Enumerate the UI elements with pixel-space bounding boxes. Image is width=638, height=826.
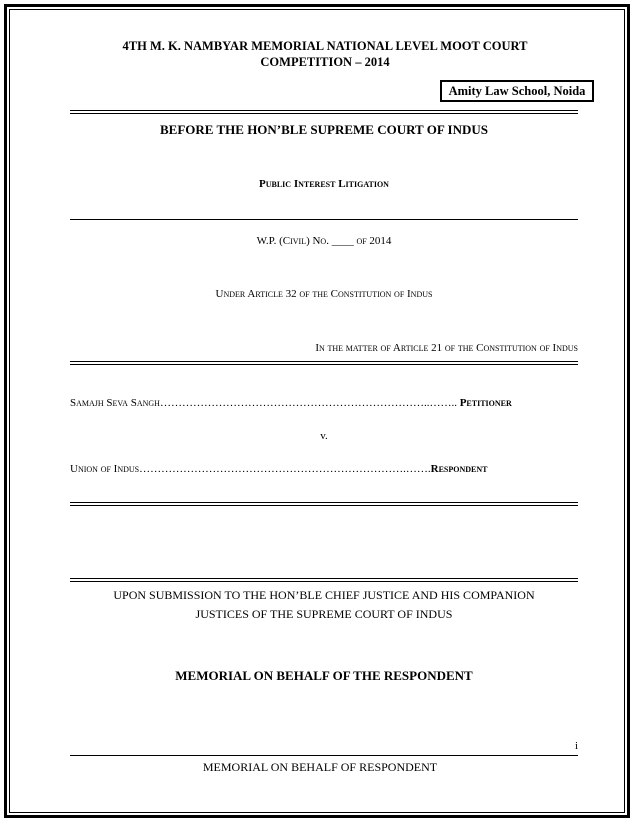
- footer-divider: [70, 755, 578, 756]
- versus: v.: [320, 430, 328, 442]
- submission-line1: UPON SUBMISSION TO THE HON’BLE CHIEF JUSTICE AND HIS COMPANION: [113, 588, 535, 602]
- petitioner-role: Petitioner: [459, 397, 512, 409]
- petition-number: W.P. (Civil) No. ____ of 2014: [256, 235, 392, 247]
- divider-double: [70, 110, 578, 114]
- memorial-title: MEMORIAL ON BEHALF OF THE RESPONDENT: [175, 668, 473, 683]
- court-heading: BEFORE THE HON’BLE SUPREME COURT OF INDUS: [160, 122, 488, 137]
- under-article: Under Article 32 of the Constitution of Indus: [215, 288, 433, 300]
- submission-line2: JUSTICES OF THE SUPREME COURT OF INDUS: [195, 607, 453, 621]
- respondent-dots: ……………………………………………………………….…….: [139, 463, 431, 475]
- petitioner-name: Samajh Seva Sangh: [70, 397, 160, 409]
- page-number: i: [574, 740, 578, 752]
- competition-title-line2: COMPETITION – 2014: [260, 55, 390, 69]
- footer-text: MEMORIAL ON BEHALF OF RESPONDENT: [202, 760, 438, 774]
- respondent-name: Union of Indus: [70, 463, 140, 475]
- divider-double: [70, 578, 578, 582]
- competition-title-line1: 4TH M. K. NAMBYAR MEMORIAL NATIONAL LEVEL MOOT COURT: [122, 39, 528, 53]
- respondent-line: [70, 463, 578, 475]
- divider: [70, 219, 578, 220]
- divider-double: [70, 502, 578, 506]
- petitioner-line: [70, 397, 578, 409]
- in-matter-of: In the matter of Article 21 of the Constitution of Indus: [315, 342, 578, 354]
- respondent-role: Respondent: [430, 463, 488, 475]
- divider-double: [70, 361, 578, 365]
- petitioner-dots: ………………………………………………………………..……..: [159, 397, 460, 409]
- litigation-type: Public Interest Litigation: [259, 178, 389, 190]
- school-badge: Amity Law School, Noida: [440, 80, 594, 102]
